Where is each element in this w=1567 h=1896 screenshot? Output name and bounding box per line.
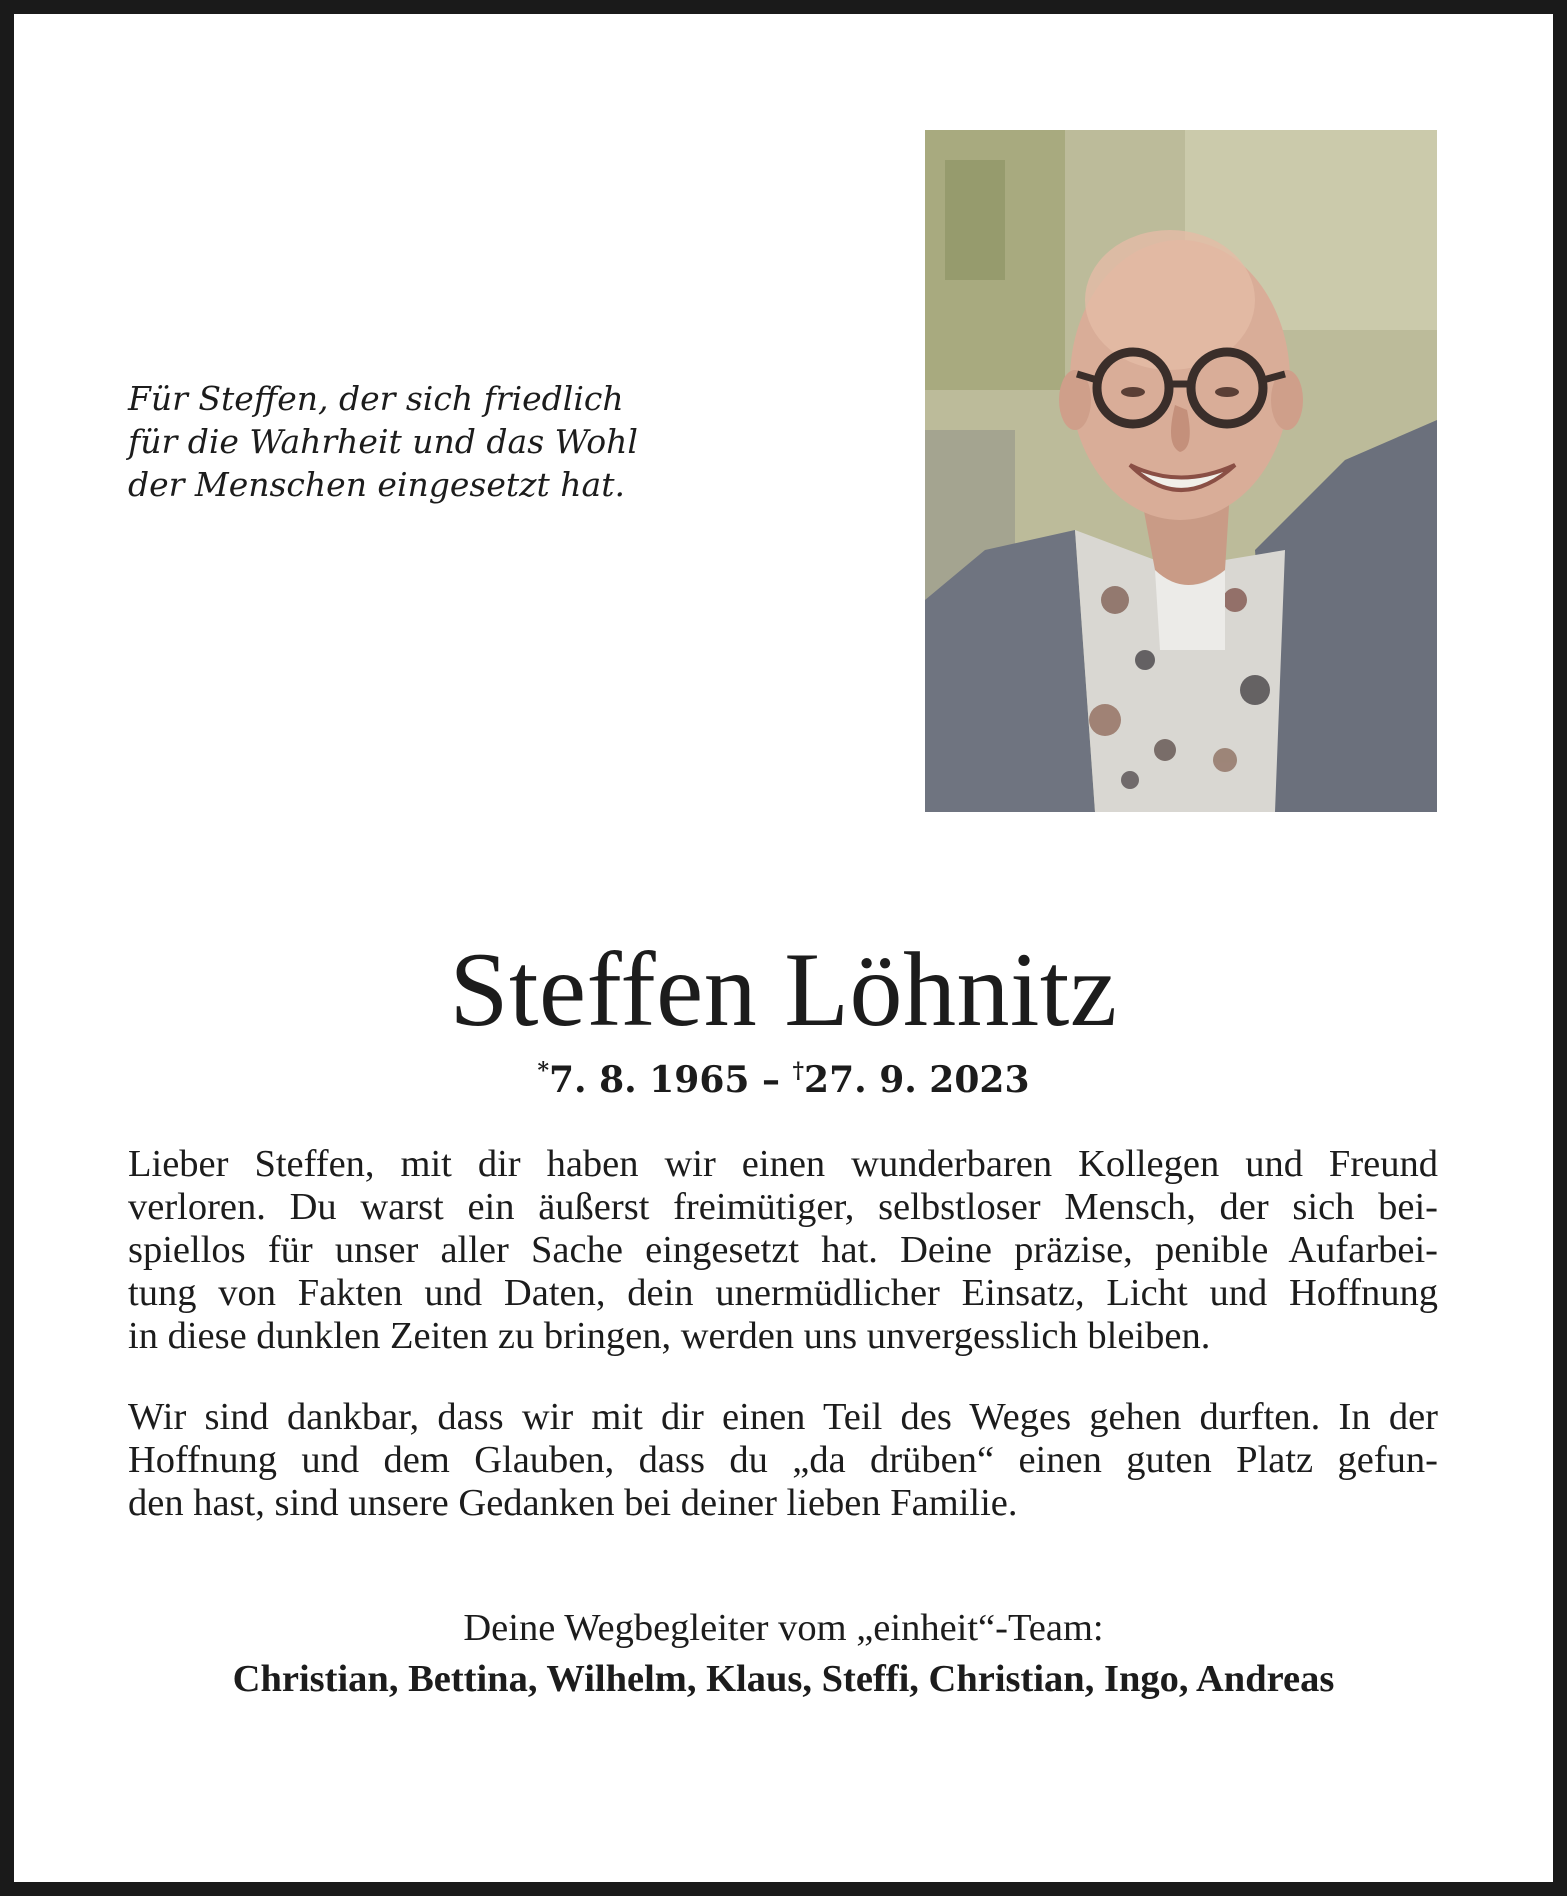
death-symbol: † bbox=[792, 1058, 805, 1084]
team-line: Deine Wegbegleiter vom „einheit“-Team: bbox=[463, 1607, 1104, 1649]
tribute-paragraph-1 bbox=[128, 1143, 1438, 1358]
paragraph-line: Hoffnung und dem Glauben, dass du „da drüben“ einen guten Platz gefun- bbox=[128, 1439, 1438, 1481]
tribute-paragraph-2 bbox=[128, 1396, 1438, 1525]
deceased-name: Steffen Löhnitz bbox=[449, 931, 1118, 1048]
dedication-line: Für Steffen, der sich friedlich bbox=[128, 379, 624, 418]
dedication-line: der Menschen eingesetzt hat. bbox=[128, 465, 625, 504]
death-date: 27. 9. 2023 bbox=[804, 1059, 1030, 1101]
paragraph-line: verloren. Du warst ein äußerst freimütiger, selbstloser Mensch, der sich bei- bbox=[128, 1186, 1438, 1228]
dedication-line: für die Wahrheit und das Wohl bbox=[128, 422, 638, 461]
paragraph-line: Wir sind dankbar, dass wir mit dir einen Teil des Weges gehen durften. In der bbox=[128, 1396, 1438, 1438]
paragraph-line: spiellos für unser aller Sache eingesetzt hat. Deine präzise, penible Aufarbei- bbox=[128, 1229, 1438, 1271]
portrait-photo bbox=[925, 130, 1437, 812]
paragraph-line: Lieber Steffen, mit dir haben wir einen wunderbaren Kollegen und Freund bbox=[128, 1143, 1438, 1185]
paragraph-line: den hast, sind unsere Gedanken bei deiner lieben Familie. bbox=[128, 1482, 1018, 1524]
paragraph-line: tung von Fakten und Daten, dein unermüdlicher Einsatz, Licht und Hoffnung bbox=[128, 1272, 1438, 1314]
life-dates bbox=[0, 1055, 1567, 1105]
signatory-names: Christian, Bettina, Wilhelm, Klaus, Steffi, Christian, Ingo, Andreas bbox=[232, 1658, 1335, 1700]
birth-date: 7. 8. 1965 bbox=[549, 1059, 750, 1101]
portrait-illustration bbox=[925, 130, 1437, 812]
dedication-text bbox=[128, 377, 688, 506]
date-separator: – bbox=[749, 1059, 793, 1101]
paragraph-line: in diese dunklen Zeiten zu bringen, werden uns unvergesslich bleiben. bbox=[128, 1315, 1211, 1357]
birth-symbol: * bbox=[537, 1058, 549, 1084]
